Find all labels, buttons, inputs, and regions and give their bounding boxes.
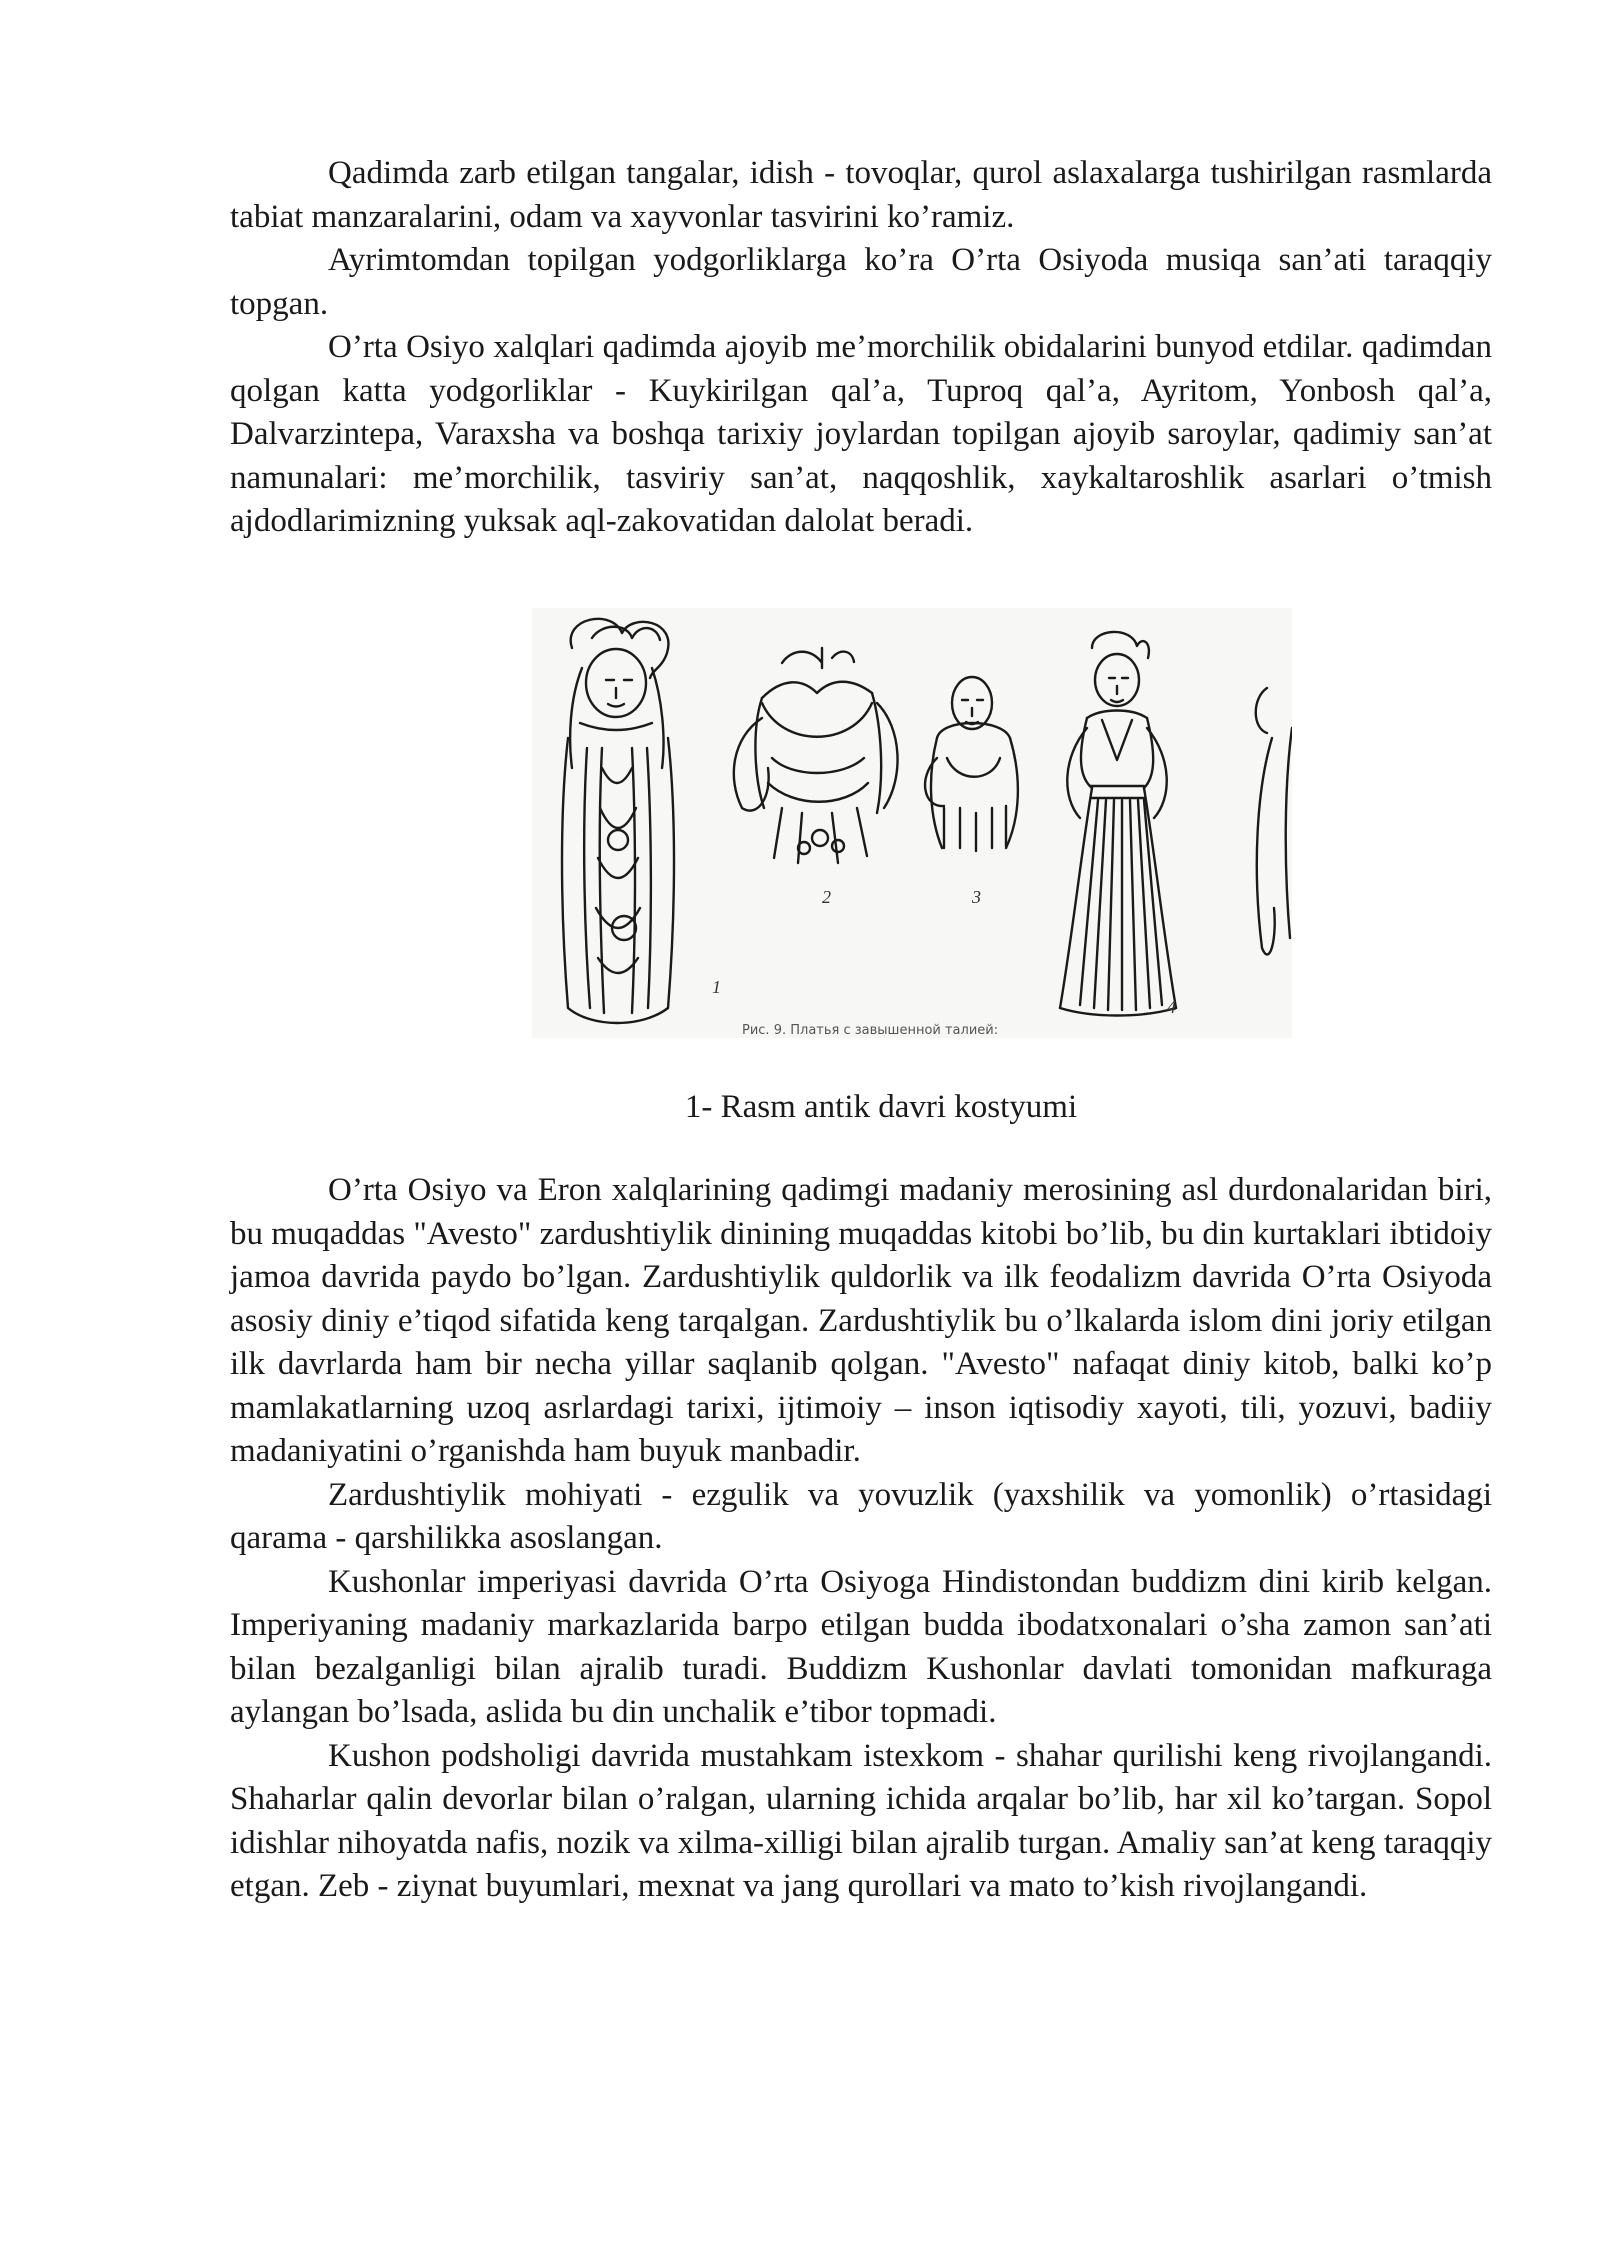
figure-inner-caption: Рис. 9. Платья с завышенной талией:: [742, 1022, 999, 1038]
document-page: [230, 152, 1492, 1909]
figure-number-2: 2: [822, 886, 831, 907]
figure-container: [230, 608, 1492, 1038]
paragraph: O’rta Osiyo va Eron xalqlarining qadimgi madaniy merosining asl durdonalaridan biri, bu muqaddas "Avesto" zardushtiylik dinining muqaddas kitobi bo’lib, bu din kurtaklari ibtidoiy jamoa davrida paydo bo’lgan. Zardushtiylik quldorlik va ilk feodalizm davrida O’rta Osiyoda asosiy diniy e’tiqod sifatida keng tarqalgan. Zardushtiylik bu o’lkalarda islom dini joriy etilgan ilk davrlarda ham bir necha yillar saqlanib qolgan. "Avesto" nafaqat diniy kitob, balki ko’p mamlakatlarning uzoq asrlardagi tarixi, ijtimoiy – inson iqtisodiy xayoti, tili, yozuvi, badiiy madaniyatini o’rganishda ham buyuk manbadir.: [230, 1172, 1492, 1469]
paragraph: Kushonlar imperiyasi davrida O’rta Osiyoga Hindistondan buddizm dini kirib kelgan. Imperiyaning madaniy markazlarida barpo etilgan budda ibodatxonalari o’sha zamon san’ati bilan bezalganligi bilan ajralib turadi. Buddizm Kushonlar davlati tomonidan mafkuraga aylangan bo’lsada, aslida bu din unchalik e’tibor topmadi.: [230, 1563, 1492, 1730]
figure-caption: 1- Rasm antik davri kostyumi: [684, 1088, 1078, 1125]
figure-number-4: 4: [1167, 996, 1176, 1017]
costume-drawing: [532, 608, 1292, 1038]
costume-illustration: [532, 608, 1292, 1038]
paragraph: Ayrimtomdan topilgan yodgorliklarga ko’ra O’rta Osiyoda musiqa san’ati taraqqiy topgan.: [230, 242, 1492, 322]
figure-number-1: 1: [712, 976, 721, 997]
paragraph: Kushon podsholigi davrida mustahkam istexkom - shahar qurilishi keng rivojlangandi. Shaharlar qalin devorlar bilan o’ralgan, ularning ichida arqalar bo’lib, har xil ko’targan. Sopol idishlar nihoyatda nafis, nozik va xilma-xilligi bilan ajralib turgan. Amaliy san’at keng taraqqiy etgan. Zeb - ziynat buyumlari, mexnat va jang qurollari va mato to’kish rivojlangandi.: [230, 1737, 1492, 1904]
paragraph: Qadimda zarb etilgan tangalar, idish - tovoqlar, qurol aslaxalarga tushirilgan rasmlarda tabiat manzaralarini, odam va xayvonlar tasvirini ko’ramiz.: [230, 155, 1492, 235]
figure-number-3: 3: [972, 886, 981, 907]
paragraph: Zardushtiylik mohiyati - ezgulik va yovuzlik (yaxshilik va yomonlik) o’rtasidagi qarama - qarshilikka asoslangan.: [230, 1476, 1492, 1556]
paragraph: O’rta Osiyo xalqlari qadimda ajoyib me’morchilik obidalarini bunyod etdilar. qadimdan qolgan katta yodgorliklar - Kuykirilgan qal’a, Tuproq qal’a, Ayritom, Yonbosh qal’a, Dalvarzintepa, Varaxsha va boshqa tarixiy joylardan topilgan ajoyib saroylar, qadimiy san’at namunalari: me’morchilik, tasviriy san’at, naqqoshlik, xaykaltaroshlik asarlari o’tmish ajdodlarimizning yuksak aql-zakovatidan dalolat beradi.: [230, 329, 1492, 539]
